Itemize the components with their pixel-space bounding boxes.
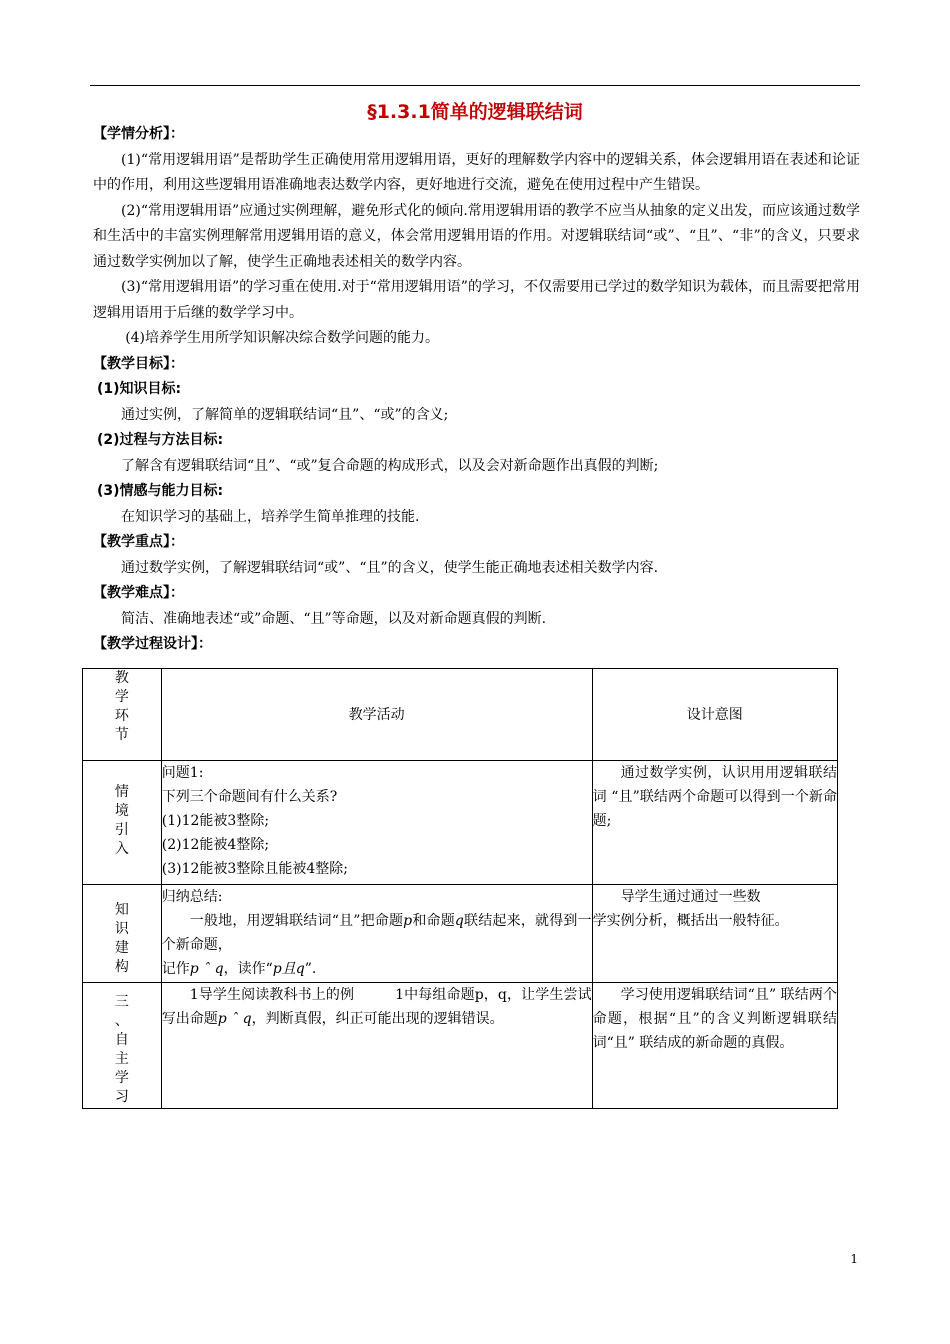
summary-text [162,909,592,957]
knowledge-goal-text: 通过实例，了解简单的逻辑联结词“且”、“或”的含义; [121,406,449,423]
table-row [83,983,838,1109]
activity-text-part: 1导学生阅读教科书上的例 [189,987,355,1003]
key-points-heading: 【教学重点】： [93,534,184,550]
question-label: 问题1: [161,765,204,781]
notation-p-and-q: p ˆ q [217,1011,252,1027]
summary-label: 归纳总结: [161,889,223,905]
process-table [82,668,838,1109]
stage-char: 境 [114,803,129,819]
process-goal-text: 了解含有逻辑联结词“且”、“或”复合命题的构成形式，以及会对新命题作出真假的判断; [121,457,659,474]
emotion-goal-text: 在知识学习的基础上，培养学生简单推理的技能. [121,508,420,525]
stage-cell-situation [83,761,162,885]
proposition-item: (2)12能被4整除; [161,837,270,853]
stage-char: 入 [114,841,129,857]
header-stage-char: 学 [114,689,129,705]
key-points-text: 通过数学实例，了解逻辑联结词“或”、“且”的含义，使学生能正确地表述相关数学内容. [121,559,659,576]
stage-char: 自 [114,1032,129,1048]
stage-char: 三 [114,994,129,1010]
stage-char: 主 [114,1051,129,1067]
page-title: §1.3.1简单的逻辑联结词 [367,101,583,123]
stage-char: 学 [114,1070,129,1086]
stage-char: 、 [114,1013,129,1029]
header-stage-char: 教 [114,670,129,686]
notation-text: ，读作“ [223,961,273,977]
stage-char: 建 [114,940,129,956]
difficulties-heading: 【教学难点】： [93,585,184,601]
analysis-heading: 【学情分析】： [93,126,184,142]
stage-cell-knowledge [83,885,162,983]
question-text: 下列三个命题间有什么关系? [161,789,338,805]
intent-cell-situation: 通过数学实例，认识用用逻辑联结词 “且”联结两个命题可以得到一个新命题; [592,761,837,885]
goals-heading: 【教学目标】： [93,355,184,372]
table-row [83,761,838,885]
proposition-item: (1)12能被3整除; [161,813,270,829]
process-goal-label: (2)过程与方法目标: [97,432,224,448]
difficulties-text: 简洁、准确地表述“或”命题、“且”等命题，以及对新命题真假的判断. [121,610,547,627]
intent-line: 学实例分析，概括出一般特征。 [592,913,789,929]
stage-char: 识 [114,921,129,937]
activity-cell-self-study [161,983,592,1109]
analysis-para-1: (1)“常用逻辑用语”是帮助学生正确使用常用逻辑用语，更好的理解数学内容中的逻辑关系，体会逻辑用语在表述和论证中的作用，利用这些逻辑用语准确地表达数学内容，更好地进行交流，避免在使用过程中产生错误。 [93,151,860,193]
knowledge-goal-label: (1)知识目标: [97,381,182,397]
activity-text-part: 1中每组命题p，q，让学生尝试写出命题 [161,987,592,1027]
header-activity-cell: 教学活动 [161,669,592,761]
summary-text-part: 一般地，用逻辑联结词“且”把命题 [189,913,404,929]
stage-char: 习 [114,1089,129,1105]
intent-line: 导学生通过通过一些数 [620,889,761,905]
stage-char: 知 [114,902,129,918]
table-header-row [83,669,838,761]
emotion-goal-label: (3)情感与能力目标: [97,483,224,499]
stage-cell-self-study [83,983,162,1109]
notation-p-and-q: p ˆ q [189,961,224,977]
page-number: 1 [850,1252,858,1266]
body-content [93,122,860,658]
notation-text: ”. [304,961,317,977]
activity-cell-situation [161,761,592,885]
summary-text-part: 和命题 [412,913,455,929]
header-stage-char: 节 [114,727,129,743]
stage-char: 情 [114,784,129,800]
header-stage-char: 环 [114,708,129,724]
analysis-para-2: (2)“常用逻辑用语”应通过实例理解，避免形式化的倾向.常用逻辑用语的教学不应当从抽象的定义出发，而应该通过数学和生活中的丰富实例理解常用逻辑用语的意义，体会常用逻辑用语的作用。对逻辑联结词“或”、“且”、“非”的含义，只要求通过数学实例加以了解，使学生正确地表述相关的数学内容。 [93,202,860,270]
header-stage-cell [83,669,162,761]
variable-p: p [403,913,413,929]
proposition-item: (3)12能被3整除且能被4整除; [161,861,348,877]
notation-text: 记作 [161,961,190,977]
activity-cell-knowledge [161,885,592,983]
analysis-para-4: (4)培养学生用所学知识解决综合数学问题的能力。 [125,330,440,346]
intent-cell-knowledge [592,885,837,983]
variable-q: q [454,913,464,929]
notation-read: p且q [272,961,305,977]
table-row [83,885,838,983]
intent-cell-self-study: 学习使用逻辑联结词“且” 联结两个命题，根据“且”的含义判断逻辑联结词“且” 联结成的新命题的真假。 [592,983,837,1109]
process-heading: 【教学过程设计】： [93,636,212,652]
summary-text-part: 联结起来，就得到一个新命题， [161,913,592,953]
analysis-para-3: (3)“常用逻辑用语”的学习重在使用.对于“常用逻辑用语”的学习，不仅需要用已学过的数学知识为载体，而且需要把常用逻辑用语用于后继的数学学习中。 [93,279,860,321]
stage-char: 构 [114,959,129,975]
notation-line [162,957,592,981]
header-intent-cell: 设计意图 [592,669,837,761]
activity-text-part: ，判断真假，纠正可能出现的逻辑错误。 [251,1011,504,1027]
header-rule [90,85,860,86]
stage-char: 引 [114,822,129,838]
